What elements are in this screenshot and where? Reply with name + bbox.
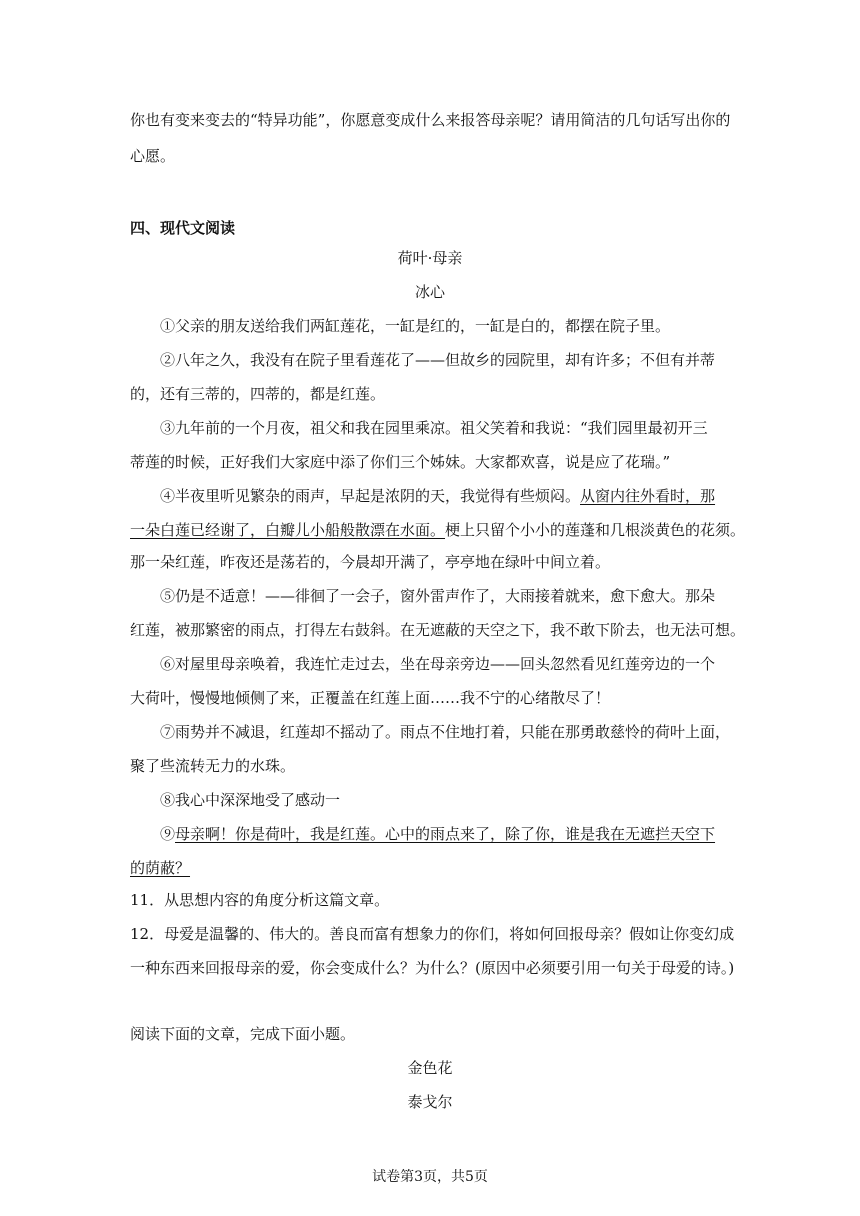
paragraph-5-line-2: 红莲，被那繁密的雨点，打得左右鼓斜。在无遮蔽的天空之下，我不敢下阶去，也无法可想。 (130, 621, 746, 639)
paragraph-6-line-1: ⑥对屋里母亲唤着，我连忙走过去，坐在母亲旁边——回头忽然看见红莲旁边的一个 (160, 655, 716, 673)
paragraph-2-line-1: ②八年之久，我没有在院子里看莲花了——但故乡的园院里，却有许多；不但有并蒂 (160, 351, 716, 369)
paragraph-9-line-2 (130, 858, 190, 878)
next-passage-author: 泰戈尔 (407, 1093, 453, 1111)
paragraph-9-underlined: 母亲啊！你是荷叶，我是红莲。心中的雨点来了，除了你，谁是我在无遮拦天空下 (175, 825, 716, 843)
paragraph-5-line-1: ⑤仍是不适意！——徘徊了一会子，窗外雷声作了，大雨接着就来，愈下愈大。那朵 (160, 587, 716, 605)
paragraph-6-line-2: 大荷叶，慢慢地倾侧了来，正覆盖在红莲上面……我不宁的心绪散尽了！ (130, 689, 611, 707)
next-passage-title: 金色花 (407, 1059, 453, 1077)
paragraph-2-line-2: 的，还有三蒂的，四蒂的，都是红莲。 (130, 385, 386, 403)
intro-line-2: 心愿。 (130, 147, 176, 165)
paragraph-4-line-3: 那一朵红莲，昨夜还是荡若的，今晨却开满了，亭亭地在绿叶中间立着。 (130, 553, 611, 571)
paragraph-4-line-1 (160, 486, 715, 506)
page-footer: 试卷第3页，共5页 (372, 1169, 488, 1185)
paragraph-4-text: ④半夜里听见繁杂的雨声，早起是浓阴的天，我觉得有些烦闷。 (160, 487, 581, 505)
paragraph-7-line-2: 聚了些流转无力的水珠。 (130, 757, 296, 775)
paragraph-1: ①父亲的朋友送给我们两缸莲花，一缸是红的，一缸是白的，都摆在院子里。 (160, 317, 671, 335)
paragraph-4-underlined-cont: 一朵白莲已经谢了，白瓣儿小船般散漂在水面。 (130, 521, 446, 539)
intro-line-1: 你也有变来变去的“特异功能”，你愿意变成什么来报答母亲呢？请用简洁的几句话写出你的 (130, 111, 731, 129)
paragraph-4-underlined: 从窗内往外看时，那 (580, 487, 716, 505)
question-12-line-1: 12．母爱是温馨的、伟大的。善良而富有想象力的你们，将如何回报母亲？假如让你变幻成 (130, 925, 735, 943)
paragraph-9-number: ⑨ (160, 825, 176, 843)
paragraph-9-line-1 (160, 824, 715, 844)
passage-author: 冰心 (414, 283, 445, 301)
question-11: 11．从思想内容的角度分析这篇文章。 (130, 891, 390, 909)
paragraph-4-text-cont: 梗上只留个小小的莲蓬和几根淡黄色的花须。 (445, 521, 746, 539)
question-12-line-2: 一种东西来回报母亲的爱，你会变成什么？为什么？(原因中必须要引用一句关于母爱的诗。) (130, 959, 735, 977)
paragraph-7-line-1: ⑦雨势并不减退，红莲却不摇动了。雨点不住地打着，只能在那勇敢慈怜的荷叶上面， (160, 723, 731, 741)
paragraph-3-line-1: ③九年前的一个月夜，祖父和我在园里乘凉。祖父笑着和我说：“我们园里最初开三 (160, 419, 708, 437)
paragraph-9-underlined-cont: 的荫蔽？ (130, 859, 191, 877)
section-heading: 四、现代文阅读 (130, 219, 236, 237)
reading-instruction: 阅读下面的文章，完成下面小题。 (130, 1025, 356, 1043)
paragraph-3-line-2: 蒂莲的时候，正好我们大家庭中添了你们三个姊妹。大家都欢喜，说是应了花瑞。” (130, 453, 671, 471)
paragraph-8: ⑧我心中深深地受了感动一 (160, 791, 341, 809)
passage-title: 荷叶·母亲 (397, 249, 463, 267)
paragraph-4-line-2 (130, 520, 745, 540)
